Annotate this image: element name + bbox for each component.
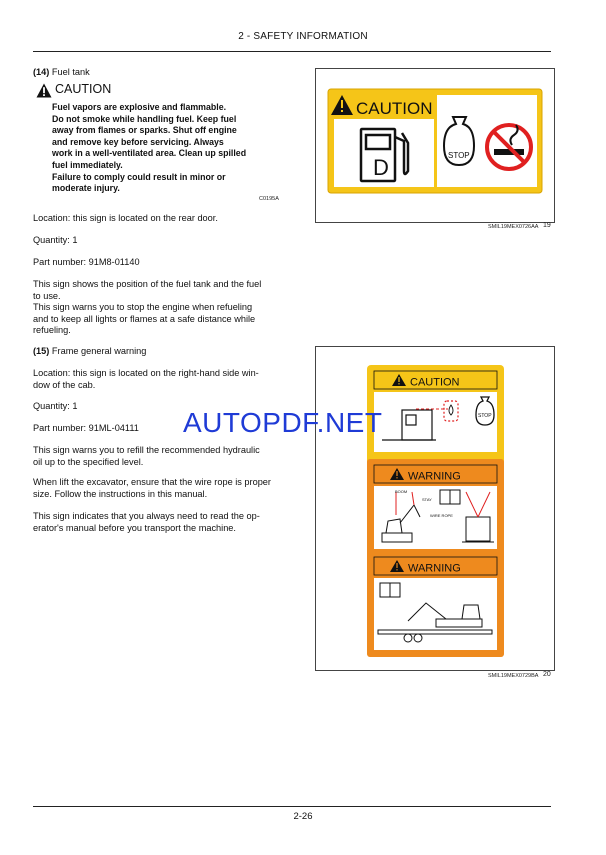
sign14-part-number: Part number: 91M8-01140 (33, 257, 140, 267)
sign14-code: C0195A (259, 196, 279, 202)
sign15-heading (33, 346, 146, 358)
sign15-heading-number: (15) (33, 346, 50, 356)
panel1-stop-text: STOP (478, 413, 492, 419)
caution-line: away from flames or sparks. Shut off engine (52, 125, 237, 136)
desc-line: This sign warns you to stop the engine when refueling (33, 302, 253, 312)
panel3-warning-word: WARNING (408, 562, 461, 575)
sign15-figure (315, 346, 555, 671)
p1-line: This sign warns you to refill the recommended hydraulic (33, 445, 260, 455)
p1-line: oil up to the specified level. (33, 456, 144, 467)
desc-line: to use. (33, 290, 61, 301)
sign15-paragraph-1 (33, 445, 289, 468)
sign15-paragraph-2 (33, 477, 289, 500)
caution-line: Fuel vapors are explosive and flammable. (52, 102, 227, 112)
page-header-title: 2 - SAFETY INFORMATION (238, 31, 368, 42)
sign14-heading-number: (14) (33, 67, 50, 77)
panel2-stay-label: STAY (422, 497, 432, 502)
p2-line: size. Follow the instructions in this manual. (33, 488, 208, 499)
fuel-letter: D (373, 155, 389, 180)
sign15-quantity: Quantity: 1 (33, 401, 78, 411)
sign14-quantity: Quantity: 1 (33, 235, 78, 245)
sign14-heading (33, 67, 90, 79)
location-line: dow of the cab. (33, 379, 96, 390)
caution-line: moderate injury. (52, 183, 120, 194)
sign15-paragraph-3 (33, 511, 289, 534)
sign15-figure-number: 20 (543, 671, 551, 678)
caution-line: and remove key before servicing. Always (52, 136, 224, 147)
frame-warning-decal (316, 347, 554, 670)
sign14-heading-text: Fuel tank (51, 67, 90, 77)
header-rule (33, 51, 551, 52)
caution-line: Do not smoke while handling fuel. Keep fuel (52, 113, 237, 124)
sign14-description (33, 279, 289, 337)
sign15-heading-text: Frame general warning (51, 346, 147, 356)
p3-line: This sign indicates that you always need to read the op- (33, 511, 260, 521)
panel2-boom-label: BOOM (395, 489, 408, 494)
p3-line: erator's manual before you transport the machine. (33, 522, 236, 533)
caution-line: work in a well-ventilated area. Clean up spilled (52, 148, 247, 159)
sign14-figure (315, 68, 555, 223)
sign14-location: Location: this sign is located on the rear door. (33, 213, 218, 223)
caution-line: Failure to comply could result in minor or (52, 171, 226, 182)
fuel-tank-decal (316, 69, 554, 222)
panel2-warning-word: WARNING (408, 470, 461, 483)
location-line: Location: this sign is located on the right-hand side win- (33, 368, 259, 378)
page-number: 2-26 (293, 811, 313, 822)
sign14-figure-label: SMIL19MEX0726AA (488, 224, 539, 230)
no-smoking-icon (487, 125, 531, 169)
panel1-caution-word: CAUTION (410, 376, 460, 389)
caution-triangle-icon (36, 83, 52, 98)
stop-text: STOP (448, 151, 470, 160)
sign15-part-number: Part number: 91ML-04111 (33, 423, 139, 433)
sign15-location (33, 368, 289, 391)
desc-line: This sign shows the position of the fuel tank and the fuel (33, 279, 262, 289)
decal-caution-word: CAUTION (356, 99, 433, 118)
p2-line: When lift the excavator, ensure that the wire rope is proper (33, 477, 271, 487)
desc-line: refueling. (33, 325, 71, 335)
panel2-wire-label: WIRE ROPE (430, 513, 453, 518)
sign15-figure-label: SMIL19MEX0729BA (488, 673, 539, 679)
footer-rule (33, 806, 551, 807)
sign14-caution-text (52, 102, 270, 195)
sign14-figure-number: 19 (543, 222, 551, 229)
caution-line: fuel immediately. (52, 159, 123, 170)
desc-line: and to keep all lights or flames at a safe distance while (33, 313, 256, 324)
sign14-caution-word: CAUTION (55, 82, 112, 96)
watermark-text: AUTOPDF.NET (183, 407, 383, 438)
